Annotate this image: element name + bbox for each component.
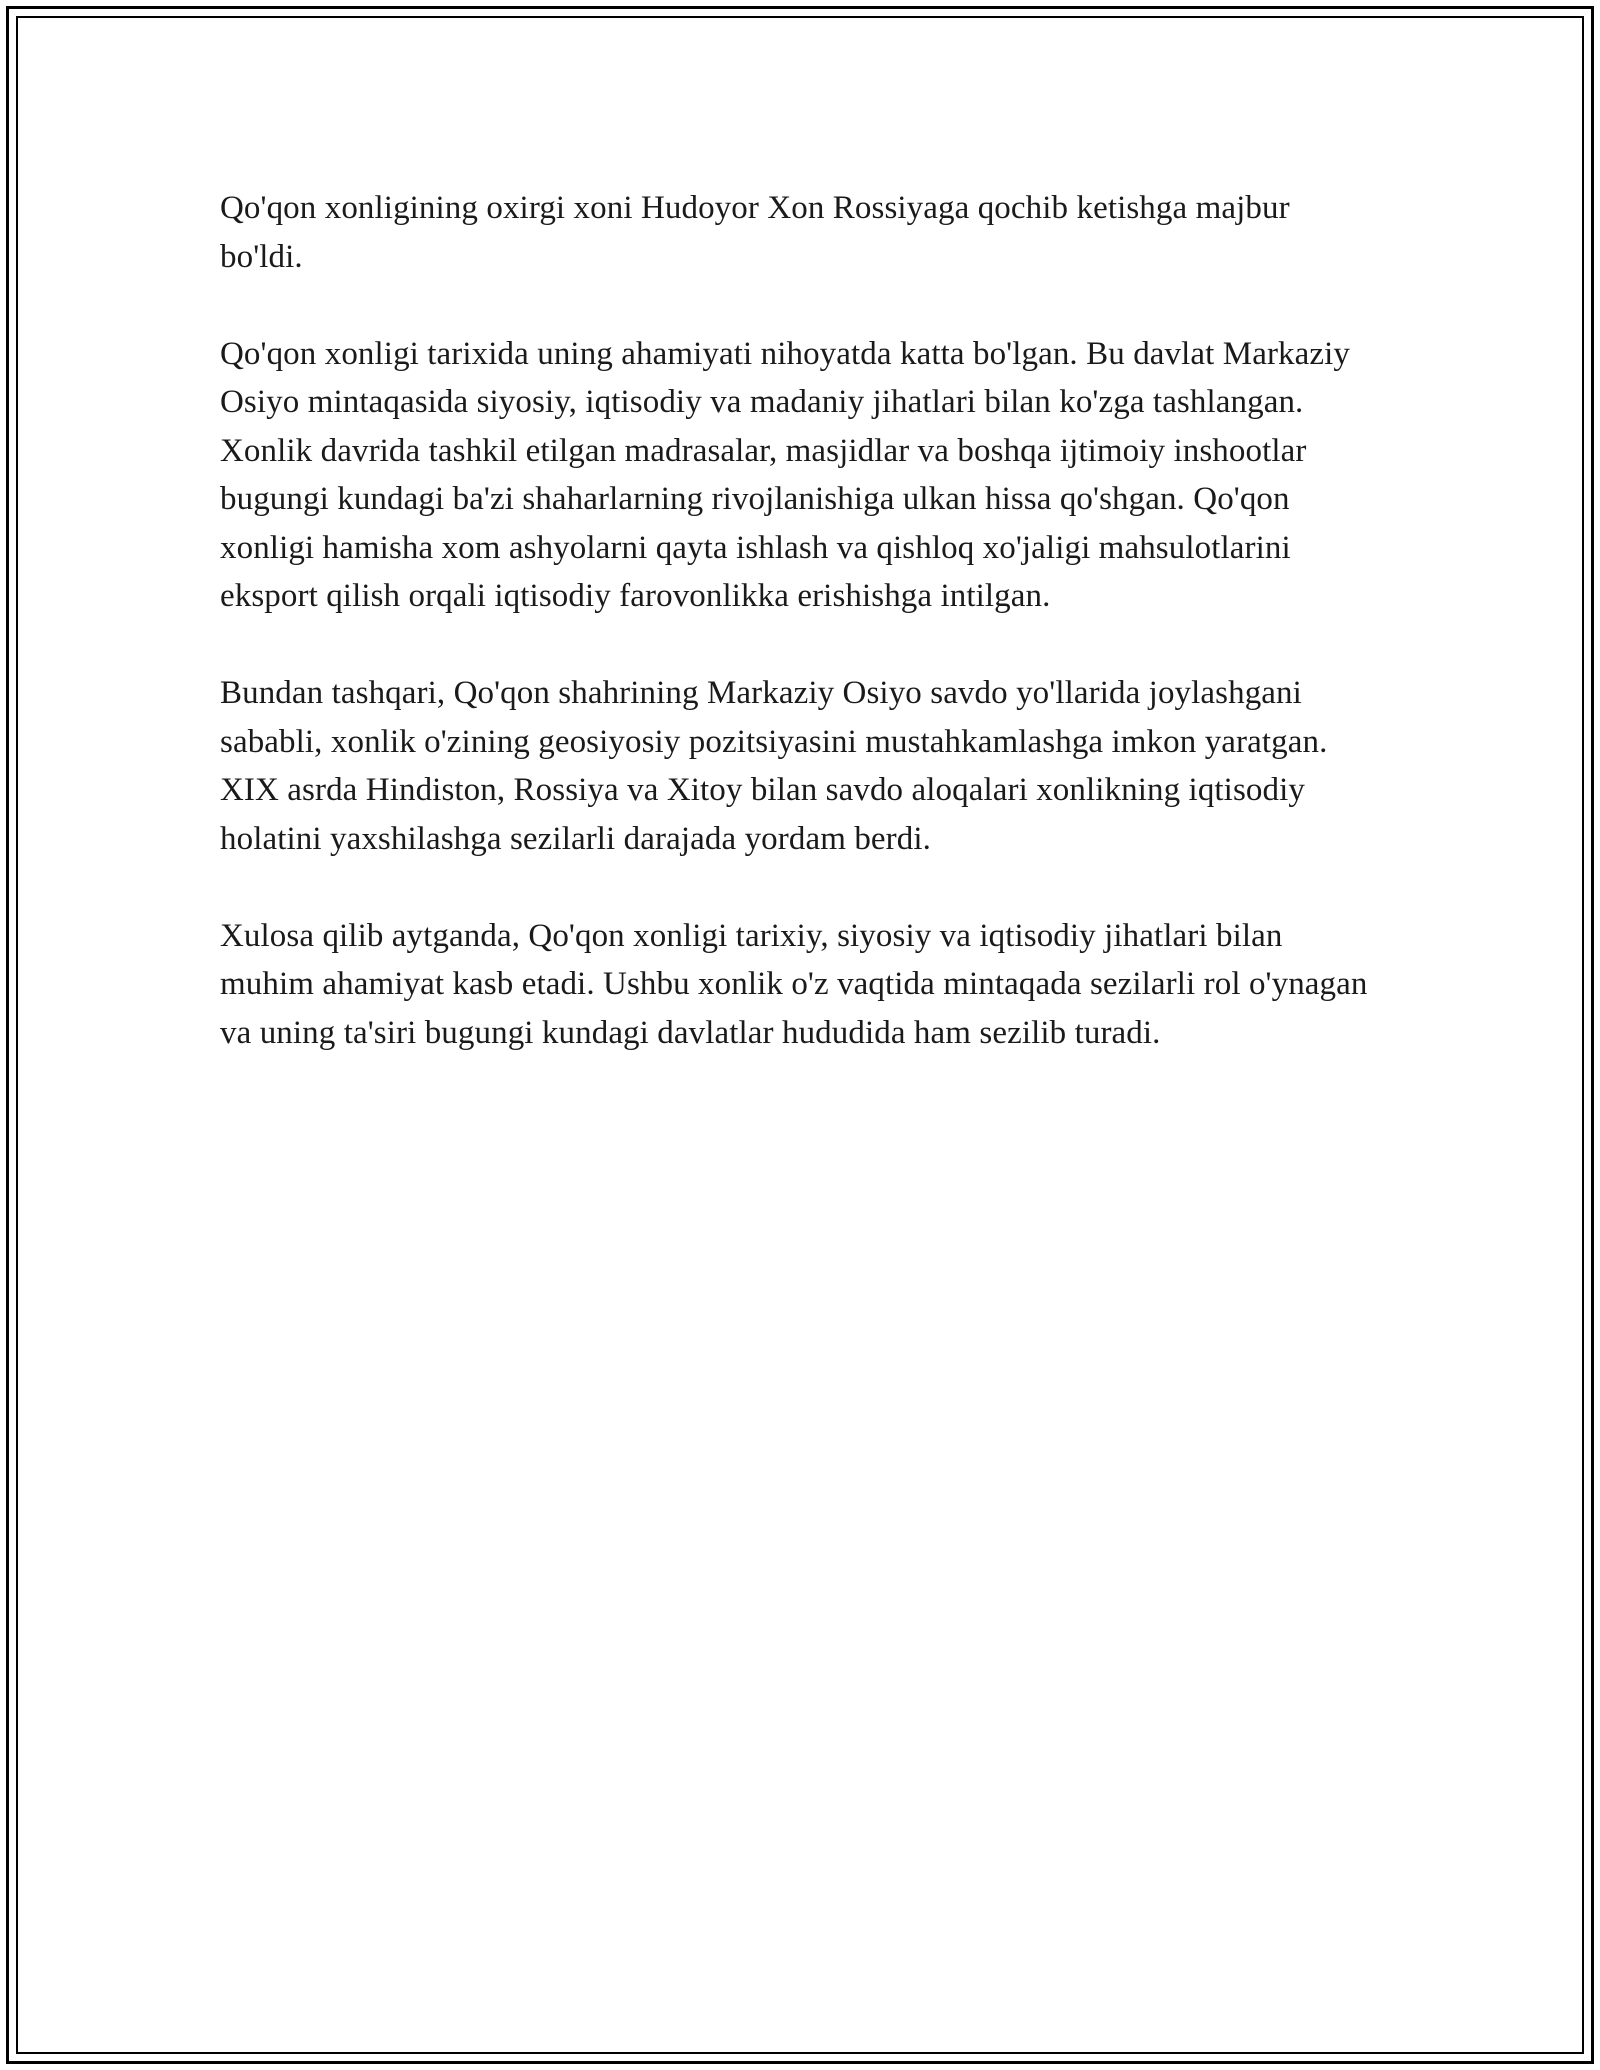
paragraph-1: Qo'qon xonligining oxirgi xoni Hudoyor Xon Rossiyaga qochib ketishga majbur bo'ldi. <box>220 190 1290 275</box>
paragraph-4: Xulosa qilib aytganda, Qo'qon xonligi tarixiy, siyosiy va iqtisodiy jihatlari bilan muhim ahamiyat kasb etadi. Ushbu xonlik o'z vaqtida mintaqada sezilarli rol o'ynagan va uning ta'siri bugungi kundagi davlatlar hududida ham sezilib turadi. <box>220 917 1368 1051</box>
paragraph-2: Qo'qon xonligi tarixida uning ahamiyati nihoyatda katta bo'lgan. Bu davlat Markaziy Osiyo mintaqasida siyosiy, iqtisodiy va madaniy jihatlari bilan ko'zga tashlangan. Xonlik davrida tashkil etilgan madrasalar, masjidlar va boshqa ijtimoiy inshootlar bugungi kundagi ba'zi shaharlarning rivojlanishiga ulkan hissa qo'shgan. Qo'qon xonligi hamisha xom ashyolarni qayta ishlash va qishloq xo'jaligi mahsulotlarini eksport qilish orqali iqtisodiy farovonlikka erishishga intilgan. <box>220 335 1351 614</box>
paragraph-3: Bundan tashqari, Qo'qon shahrining Markaziy Osiyo savdo yo'llarida joylashgani sababli, xonlik o'zining geosiyosiy pozitsiyasini mustahkamlashga imkon yaratgan. XIX asrda Hindiston, Rossiya va Xitoy bilan savdo aloqalari xonlikning iqtisodiy holatini yaxshilashga sezilarli darajada yordam berdi. <box>220 675 1328 857</box>
document-body <box>220 184 1370 1106</box>
